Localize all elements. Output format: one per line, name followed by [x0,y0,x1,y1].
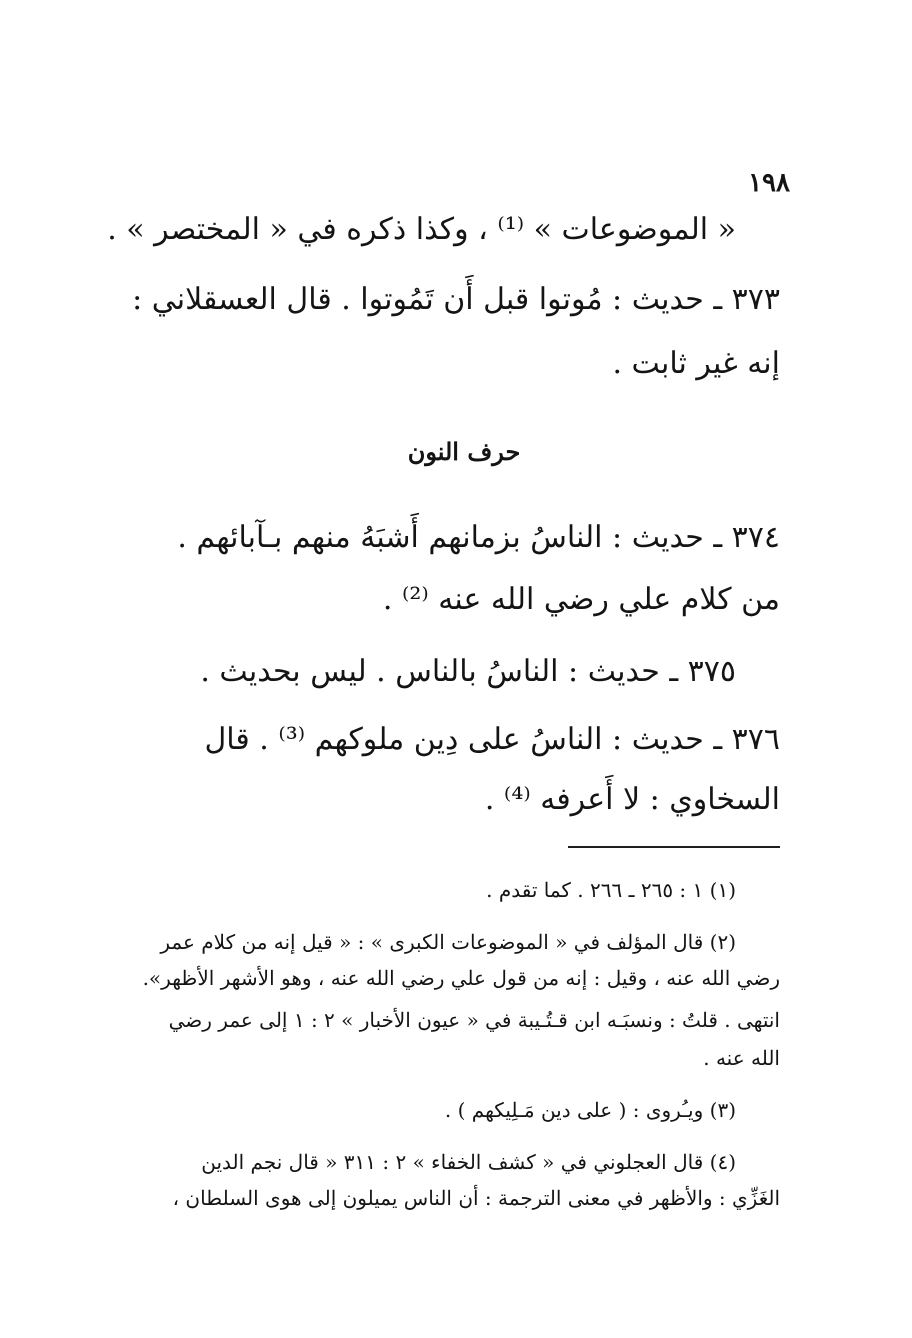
footnote-line: الله عنه . [703,1046,780,1070]
body-line: ٣٧٤ ـ حديث : الناسُ بزمانهم أَشبَهُ منهم بـآبائهم . [177,520,780,555]
footnote-line: (٢) قال المؤلف في « الموضوعات الكبرى » : « قيل إنه من كلام عمر [160,930,736,954]
body-line: من كلام علي رضي الله عنه ⁽²⁾ . [382,582,780,617]
footnote-line: (١) ١ : ٢٦٥ ـ ٢٦٦ . كما تقدم . [486,878,736,902]
footnote-line: انتهى . قلتُ : ونسبَـه ابن قـتُـيبة في « عيون الأخبار » ٢ : ١ إلى عمر رضي [168,1008,780,1032]
footnote-line: رضي الله عنه ، وقيل : إنه من قول علي رضي الله عنه ، وهو الأشهر الأظهر». [142,966,780,990]
body-line: إنه غير ثابت . [612,346,780,381]
body-line: ٣٧٥ ـ حديث : الناسُ بالناس . ليس بحديث . [200,654,736,689]
footnote-separator [568,846,780,848]
section-heading: حرف النون [407,437,521,466]
footnote-line: (٣) ويـُروى : ( على دين مَـلِيكهم ) . [444,1098,736,1122]
body-line: السخاوي : لا أَعرفه ⁽⁴⁾ . [484,782,780,817]
page-number: ١٩٨ [748,168,790,198]
body-line: ٣٧٦ ـ حديث : الناسُ على دِين ملوكهم ⁽³⁾ . قال [204,722,780,757]
footnote-line: الغَزِّي : والأظهر في معنى الترجمة : أن الناس يميلون إلى هوى السلطان ، [172,1186,780,1210]
footnote-line: (٤) قال العجلوني في « كشف الخفاء » ٢ : ٣١١ « قال نجم الدين [201,1150,736,1174]
body-line: ٣٧٣ ـ حديث : مُوتوا قبل أَن تَمُوتوا . قال العسقلاني : [132,282,780,317]
body-line: « الموضوعات » ⁽¹⁾ ، وكذا ذكره في « المختصر » . [107,212,736,247]
